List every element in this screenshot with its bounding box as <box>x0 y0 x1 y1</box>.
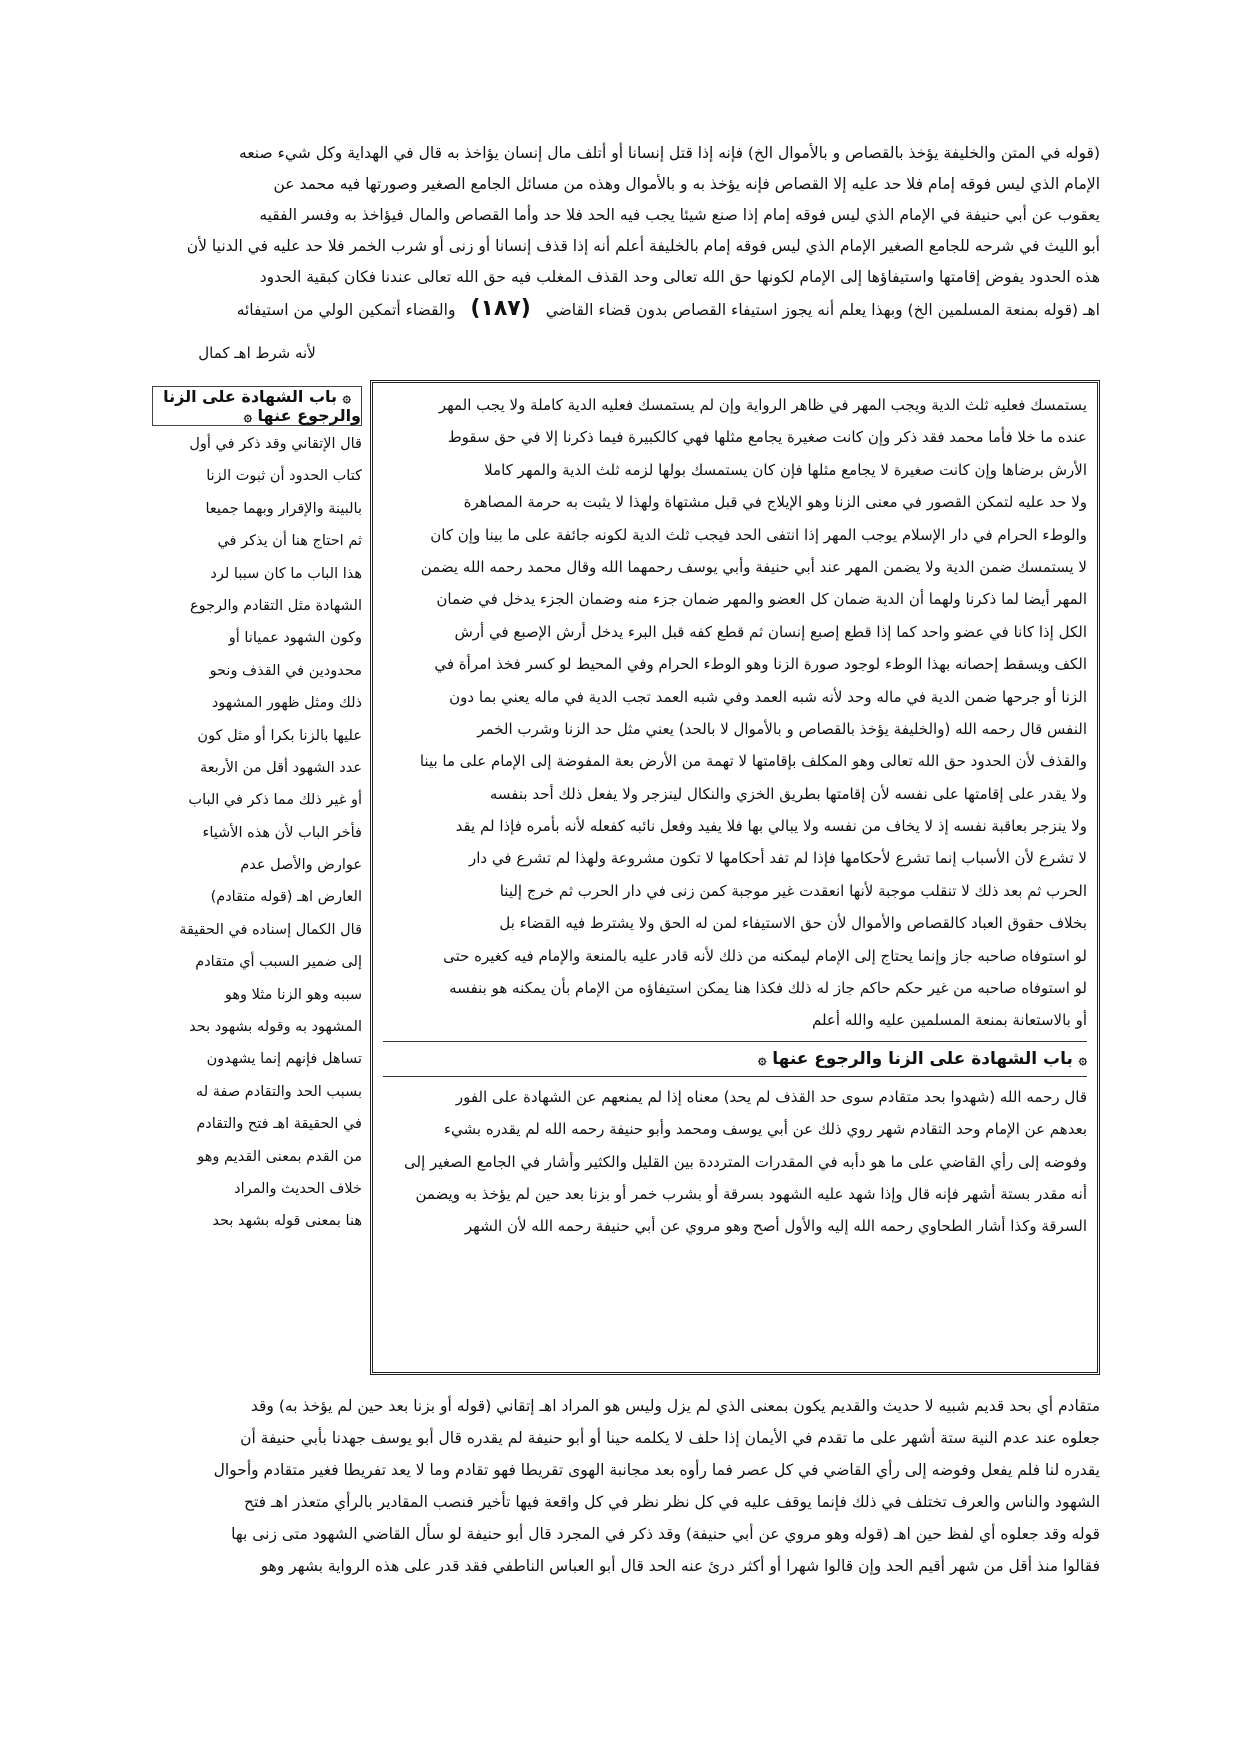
margin-line: خلاف الحديث والمراد <box>234 1180 362 1197</box>
main-line: لا تشرع لأن الأسباب إنما تشرع لأحكامها فإذا لم تفد أحكامها لا تكون مشروعة ولهذا لم تشرع في دار <box>469 849 1087 868</box>
ornament-icon: ۞ <box>1078 1051 1087 1068</box>
margin-line: إلى ضمير السبب أي متقادم <box>195 954 362 971</box>
main-line: ولا ينزجر بعاقبة نفسه إذ لا يخاف من نفسه ولا يبالي بها فلا يفيد وفعل نائبه كفعله لأنه بأمره فإذا لم يقد <box>455 817 1087 836</box>
margin-line: الشهادة مثل التقادم والرجوع <box>189 597 362 614</box>
bottom-line: متقادم أي بحد قديم شبيه لا حديث والقديم يكون بمعنى الذي لم يزل وليس هو المراد اهـ إتقاني (قوله أو بزنا بعد حين لم يؤخذ به) وقد <box>250 1397 1100 1415</box>
margin-line: وكون الشهود عميانا أو <box>228 630 362 647</box>
page-number: (١٨٧) <box>470 296 531 321</box>
top-line: أبو الليث في شرحه للجامع الصغير الإمام الذي ليس فوقه إمام بالخليفة أعلم أنه إذا قذف إنسانا أو زنى أو شرب الخمر فلا حد عليه في الدنيا لأن <box>186 237 1100 255</box>
margin-heading-text: باب الشهادة على الزنا والرجوع عنها <box>163 387 361 425</box>
margin-line: ثم احتاج هنا أن يذكر في <box>217 533 362 550</box>
main-line: لا يستمسك ضمن الدية ولا يضمن المهر عند أبي حنيفة وأبي يوسف رحمهما الله وقال محمد رحمه الله يضمن <box>420 557 1087 576</box>
margin-line: هذا الباب ما كان سببا لرد <box>210 565 362 582</box>
bottom-lines <box>150 1390 1100 1582</box>
main-line: وفوضه إلى رأي القاضي على ما هو دأبه في المقدرات المترددة بين القليل والكثير وأشار في الجامع الصغير إلى <box>404 1152 1087 1171</box>
bottom-line: الشهود والناس والعرف تختلف في ذلك فإنما يوقف عليه في كل نظر نظر في كل واقعة فيها تأخير فنصب المقادير بالرأي متعذر اهـ فتح <box>244 1493 1100 1511</box>
margin-line: عليها بالزنا بكرا أو مثل كون <box>197 727 362 744</box>
margin-line: قال الكمال إسناده في الحقيقة <box>179 921 362 938</box>
main-line: بخلاف حقوق العباد كالقصاص والأموال لأن حق الاستيفاء لمن له الحق ولا يشترط فيه القضاء بل <box>499 914 1087 933</box>
main-line: ولا يقدر على إقامتها على نفسه لأن إقامتها بطريق الخزي والنكال لينزجر ولا يفعل ذلك أحد بنفسه <box>489 784 1087 803</box>
bottom-commentary <box>150 1390 1100 1582</box>
main-chapter-heading <box>383 1041 1087 1077</box>
main-line: أو بالاستعانة بمنعة المسلمين عليه والله أعلم <box>811 1011 1087 1030</box>
bottom-line: فقالوا منذ أقل من شهر أقيم الحد وإن قالوا شهرا أو أكثر درئ عنه الحد قال أبو العباس الناطفي فقد قدر على هذه الرواية بشهر وهو <box>260 1557 1100 1575</box>
top-line-part: والقضاء أتمكين الولي من استيفائه <box>236 301 456 319</box>
top-line: الإمام الذي ليس فوقه إمام فلا حد عليه إلا القصاص فإنه يؤخذ به و بالأموال وهذه من مسائل الجامع الصغير وصورتها فيه محمد عن <box>273 175 1100 193</box>
bottom-line: قوله وقد جعلوه أي لفظ حين اهـ (قوله وهو مروي عن أبي حنيفة) وقد ذكر في المجرد قال أبو حنيفة لو سأل القاضي الشهود متى زنى بها <box>231 1525 1100 1543</box>
main-line: لو استوفاه صاحبه من غير حكم حاكم جاز له ذلك فكذا هنا يمكن استيفاؤه من الإمام بأن يمكنه هو بنفسه <box>449 979 1087 998</box>
ornament-icon: ۞ <box>758 1051 767 1068</box>
margin-line: هنا بمعنى قوله بشهد بحد <box>212 1213 362 1230</box>
main-line: عنده ما خلا فأما محمد فقد ذكر وإن كانت صغيرة يجامع مثلها فهي كالكبيرة فيما ذكرنا إلا في حق سقوط <box>447 428 1087 447</box>
margin-lines <box>152 428 362 1238</box>
top-line-with-page-number <box>150 293 1100 324</box>
main-line: بعدهم عن الإمام وحد التقادم شهر روي ذلك عن أبي يوسف ومحمد وأبو حنيفة رحمه الله لم يقدره بشيء <box>443 1120 1087 1139</box>
margin-line: عوارض والأصل عدم <box>240 857 362 874</box>
main-line: الأرش برضاها وإن كانت صغيرة لا يجامع مثلها فإن كان يستمسك بولها لزمه ثلث الدية والمهر كاملا <box>484 460 1087 479</box>
main-line: والقذف لأن الحدود حق الله تعالى وهو المكلف بإقامتها لا تهمة من الأرض بعة المفوضة إلى الإمام على ما بينا <box>419 752 1087 771</box>
main-line: الكل إذا كانا في عضو واحد كما إذا قطع إصبع إنسان ثم قطع كفه قبل البرء يدخل أرش الإصبع في أرش <box>454 622 1087 641</box>
main-line: النفس قال رحمه الله (والخليفة يؤخذ بالقصاص و بالأموال لا بالحد) يعني مثل حد الزنا وشرب الخمر <box>477 719 1087 738</box>
margin-line: قال الإتقاني وقد ذكر في أول <box>189 436 362 452</box>
top-line: يعقوب عن أبي حنيفة في الإمام الذي ليس فوقه إمام إذا صنع شيئا يجب فيه الحد فلا حد وأما القصاص والمال فيؤاخذ به وفسر الفقيه <box>259 206 1100 224</box>
main-line: الزنا أو جرحها ضمن الدية في ماله وحد لأنه شبه العمد وفي شبه العمد تجب الدية في ماله يعني بما دون <box>449 687 1087 706</box>
main-line: قال رحمه الله (شهدوا بحد متقادم سوى حد القذف لم يحد) معناه إذا لم يمنعهم عن الشهادة على الفور <box>455 1087 1087 1106</box>
main-line: المهر أيضا لما ذكرنا ولهما أن الدية ضمان كل العضو والمهر ضمان جزء منه وضمان الجزء يدخل في ضمان <box>436 590 1087 609</box>
margin-line: تساهل فإنهم إنما يشهدون <box>206 1051 362 1068</box>
main-heading-text: باب الشهادة على الزنا والرجوع عنها <box>772 1048 1073 1069</box>
margin-line: ذلك ومثل ظهور المشهود <box>211 695 362 712</box>
margin-line: المشهود به وقوله بشهود بحد <box>189 1019 362 1036</box>
top-commentary <box>150 138 1100 324</box>
main-line: الحرب ثم بعد ذلك لا تنقلب موجبة لأنها انعقدت غير موجبة كمن زنى في دار الحرب ثم خرج إلينا <box>499 881 1087 900</box>
main-line: يستمسك فعليه ثلث الدية ويجب المهر في ظاهر الرواية وإن لم يستمسك فعليه الدية كاملة ولا يجب المهر <box>438 396 1087 414</box>
main-line: أنه مقدر بستة أشهر فإنه قال وإذا شهد عليه الشهود بسرقة أو بشرب خمر أو بزنا بعد حين لم يؤخذ به ويضمن <box>415 1184 1087 1203</box>
ornament-icon: ۞ <box>342 390 351 406</box>
margin-line: أو غير ذلك مما ذكر في الباب <box>188 792 362 809</box>
margin-line: عدد الشهود أقل من الأربعة <box>199 759 362 776</box>
margin-gloss <box>152 380 362 1379</box>
main-lines-2 <box>383 1081 1087 1243</box>
bottom-line: جعلوه عند عدم النية ستة أشهر على ما تقدم في الأيمان إذا حلف لا يكلمه حينا أو أبو حنيفة لم يقدره قال أبو يوسف جهدنا بأبي حنيفة أن <box>240 1429 1100 1447</box>
main-line: السرقة وكذا أشار الطحاوي رحمه الله إليه والأول أصح وهو مروي عن أبي حنيفة رحمه الله لأن الشهر <box>464 1217 1087 1236</box>
main-line: والوطء الحرام في دار الإسلام يوجب المهر إذا انتفى الحد فيجب ثلث الدية لكونه جائفة على ما بينا وإن كان <box>430 525 1087 544</box>
top-line: (قوله في المتن والخليفة يؤخذ بالقصاص و بالأموال الخ) فإنه إذا قتل إنسانا أو أتلف مال إنسان يؤاخذ به قال في الهداية وكل شيء صنعه <box>239 144 1100 162</box>
margin-line: في الحقيقة اهـ فتح والتقادم <box>196 1116 362 1133</box>
margin-chapter-heading <box>152 386 362 426</box>
margin-top-note: لأنه شرط اهـ كمال <box>198 344 316 362</box>
main-lines <box>383 389 1087 1037</box>
margin-line: كتاب الحدود أن ثبوت الزنا <box>206 468 362 485</box>
bottom-line: يقدره لنا فلم يفعل وفوضه إلى رأي القاضي في كل عصر فما رأوه بعد مجانبة الهوى تقريطا فهو تقادم وما لا يعد تفريطا فغير متقادم وأحوال <box>213 1461 1100 1479</box>
main-text-box <box>370 380 1100 1375</box>
margin-line: من القدم بمعنى القديم وهو <box>197 1148 362 1165</box>
margin-line: بسبب الحد والتقادم صفة له <box>195 1083 362 1100</box>
main-line: لو استوفاه صاحبه جاز وإنما يحتاج إلى الإمام ليمكنه من ذلك لأنه قادر عليه بالمنعة والإمام فيه كغيره حتى <box>443 946 1087 965</box>
margin-line: سببه وهو الزنا مثلا وهو <box>224 986 362 1003</box>
margin-line: فأخر الباب لأن هذه الأشياء <box>202 824 362 841</box>
top-line: هذه الحدود يفوض إقامتها واستيفاؤها إلى الإمام لكونها حق الله تعالى وحد القذف المغلب فيه حق الله تعالى عندنا فكان كبقية الحدود <box>259 268 1100 286</box>
ornament-icon: ۞ <box>243 409 252 425</box>
main-line: الكف ويسقط إحصانه بهذا الوطء لوجود صورة الزنا وهو الوطء الحرام وفي المحيط لو كسر فخذ امرأة في <box>434 655 1087 674</box>
margin-line: العارض اهـ (قوله متقادم) <box>210 889 362 906</box>
margin-line: بالبينة والإقرار وبهما جميعا <box>205 500 362 517</box>
main-line: ولا حد عليه لتمكن القصور في معنى الزنا وهو الإيلاج في قبل مشتهاة ولهذا لا يثبت به حرمة المصاهرة <box>463 493 1087 512</box>
top-line-part: اهـ (قوله بمنعة المسلمين الخ) وبهذا يعلم أنه يجوز استيفاء القصاص بدون قضاء القاضي <box>540 301 1100 319</box>
margin-line: محدودين في القذف ونحو <box>209 662 362 679</box>
